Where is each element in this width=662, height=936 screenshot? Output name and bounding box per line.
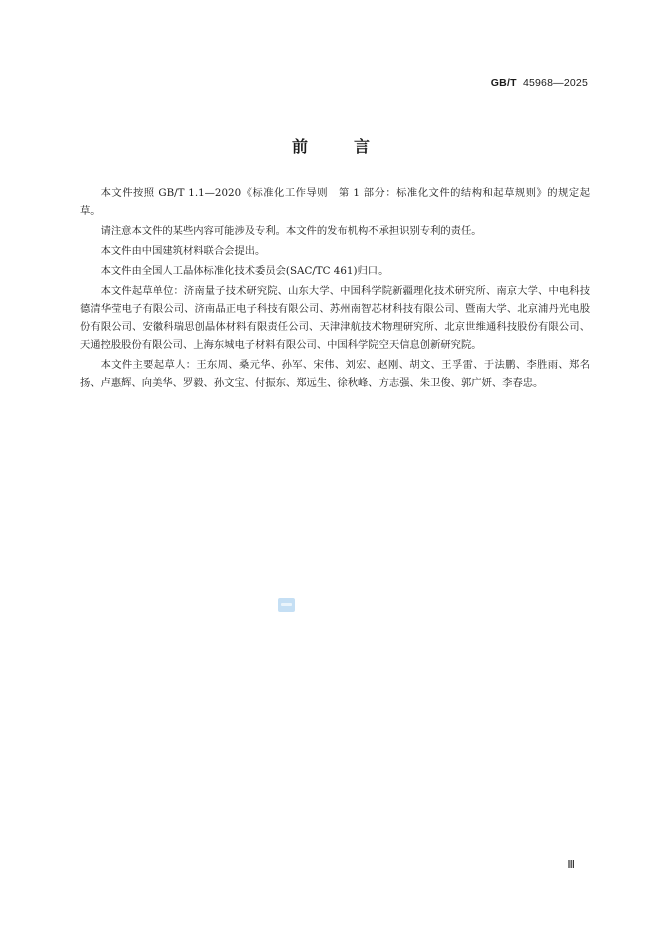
- paragraph-committee: 本文件由全国人工晶体标准化技术委员会(SAC/TC 461)归口。: [100, 265, 389, 277]
- standard-number: [491, 77, 588, 89]
- watermark-logo-icon: [278, 598, 295, 612]
- foreword-body: [80, 184, 590, 394]
- paragraph-drafting-units: 本文件起草单位：济南量子技术研究院、山东大学、中国科学院新疆理化技术研究所、南京大学、中电科技德清华莹电子有限公司、济南晶正电子科技有限公司、苏州南智芯材科技有限公司、暨南大学、北京浦丹光电股份有限公司、安徽科瑞思创晶体材料有限责任公司、天津津航技术物理研究所、北京世维通科技股份有限公司、天通控股股份有限公司、上海东城电子材料有限公司、中国科学院空天信息创新研究院。: [80, 285, 590, 351]
- paragraph-proposer: 本文件由中国建筑材料联合会提出。: [100, 245, 266, 257]
- standard-code: GB/T: [490, 77, 517, 89]
- standard-year-number: 45968—2025: [522, 77, 588, 89]
- title-char-1: 前: [291, 137, 308, 156]
- page-number: Ⅲ: [567, 859, 575, 871]
- paragraph-patent-notice: 请注意本文件的某些内容可能涉及专利。本文件的发布机构不承担识别专利的责任。: [100, 225, 482, 237]
- title-char-2: 言: [354, 137, 371, 156]
- paragraph-drafters: 本文件主要起草人：王东周、桑元华、孙军、宋伟、刘宏、赵刚、胡文、王孚雷、于法鹏、李胜雨、郑名扬、卢惠辉、向美华、罗毅、孙文宝、付振东、郑远生、徐秋峰、方志强、朱卫俊、郭广妍、李春忠。: [80, 359, 590, 389]
- paragraph-drafting-rules: 本文件按照 GB/T 1.1—2020《标准化工作导则 第 1 部分：标准化文件的结构和起草规则》的规定起草。: [80, 187, 590, 217]
- page-title: [0, 134, 662, 157]
